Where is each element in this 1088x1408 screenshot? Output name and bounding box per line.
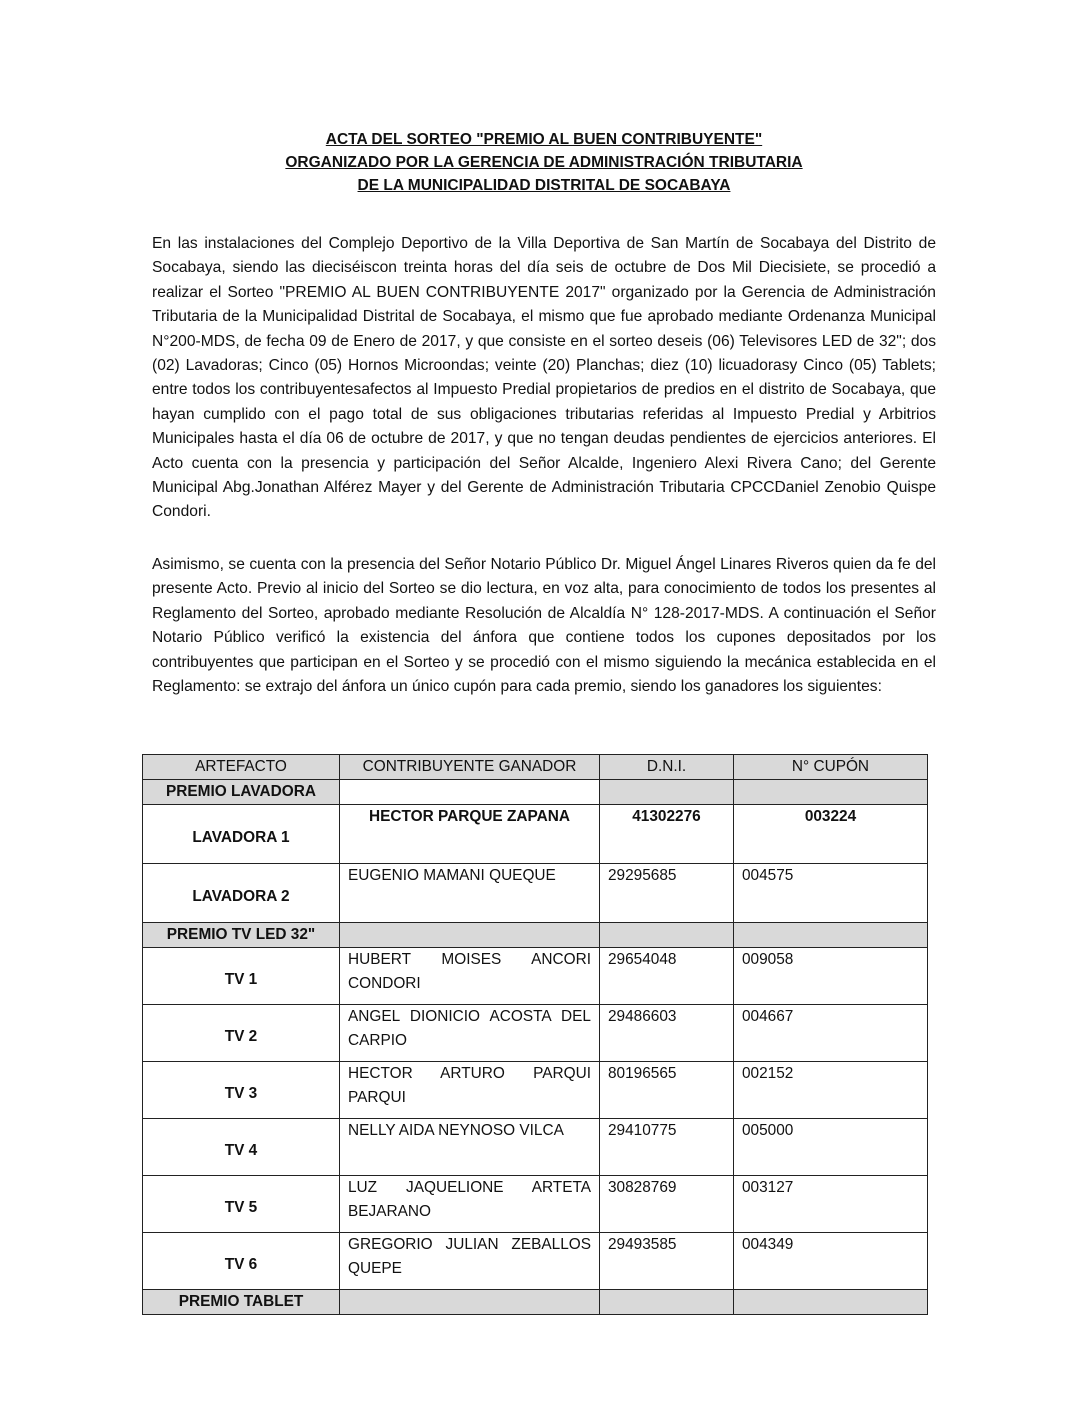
header-cupon: N° CUPÓN xyxy=(734,755,928,780)
table-row xyxy=(143,948,928,1005)
section-empty-cell xyxy=(340,923,600,948)
section-empty-cell xyxy=(734,923,928,948)
row-dni: 29654048 xyxy=(600,948,734,1005)
header-artefacto: ARTEFACTO xyxy=(143,755,340,780)
table-row xyxy=(143,864,928,923)
row-cupon: 002152 xyxy=(734,1062,928,1119)
row-item: TV 2 xyxy=(143,1005,340,1062)
paragraph-notary: Asimismo, se cuenta con la presencia del Señor Notario Público Dr. Miguel Ángel Linares Riveros quien da fe del presente Acto. Previo al inicio del Sorteo se dio lectura, en voz alta, para conocimiento de todos los presentes al Reglamento del Sorteo, aprobado mediante Resolución de Alcaldía N° 128-2017-MDS. A continuación el Señor Notario Público verificó la existencia del ánfora que contiene todos los cupones depositados por los contribuyentes que participan en el Sorteo y se procedió con el mismo siguiendo la mecánica establecida en el Reglamento: se extrajo del ánfora un único cupón para cada premio, siendo los ganadores los siguientes: xyxy=(152,556,936,696)
title-line-3: DE LA MUNICIPALIDAD DISTRITAL DE SOCABAYA xyxy=(357,177,731,194)
section-row-tv xyxy=(143,923,928,948)
table-row xyxy=(143,1176,928,1233)
row-dni: 41302276 xyxy=(600,805,734,864)
row-item: LAVADORA 2 xyxy=(143,864,340,923)
row-item: TV 4 xyxy=(143,1119,340,1176)
row-cupon: 004349 xyxy=(734,1233,928,1290)
section-empty-cell xyxy=(600,780,734,805)
row-cupon: 005000 xyxy=(734,1119,928,1176)
title-line-2: ORGANIZADO POR LA GERENCIA DE ADMINISTRACIÓN TRIBUTARIA xyxy=(285,154,803,171)
row-cupon: 003224 xyxy=(734,805,928,864)
row-dni: 30828769 xyxy=(600,1176,734,1233)
row-dni: 80196565 xyxy=(600,1062,734,1119)
row-cupon: 003127 xyxy=(734,1176,928,1233)
section-label-lavadora: PREMIO LAVADORA xyxy=(143,780,340,805)
section-label-tv: PREMIO TV LED 32" xyxy=(143,923,340,948)
header-dni: D.N.I. xyxy=(600,755,734,780)
row-dni: 29295685 xyxy=(600,864,734,923)
winners-table xyxy=(142,754,928,1315)
row-item: TV 3 xyxy=(143,1062,340,1119)
row-item: TV 1 xyxy=(143,948,340,1005)
paragraph-intro: En las instalaciones del Complejo Deportivo de la Villa Deportiva de San Martín de Socabaya del Distrito de Socabaya, siendo las dieciséiscon treinta horas del día seis de octubre de Dos Mil Diecisiete, se procedió a realizar el Sorteo "PREMIO AL BUEN CONTRIBUYENTE 2017" organizado por la Gerencia de Administración Tributaria de la Municipalidad Distrital de Socabaya, el mismo que fue aprobado mediante Ordenanza Municipal N°200-MDS, de fecha 09 de Enero de 2017, y que consiste en el sorteo deseis (06) Televisores LED de 32"; dos (02) Lavadoras; Cinco (05) Hornos Microondas; veinte (20) Planchas; diez (10) licuadorasy Cinco (05) Tablets; entre todos los contribuyentesafectos al Impuesto Predial propietarios de predios en el distrito de Socabaya, que hayan cumplido con el pago total de sus obligaciones tributarias referidas al Impuesto Predial y Arbitrios Municipales hasta el día 06 de octubre de 2017, y que no tengan deudas pendientes de ejercicios anteriores. El Acto cuenta con la presencia y participación del Señor Alcalde, Ingeniero Alexi Rivera Cano; del Gerente Municipal Abg.Jonathan Alférez Mayer y del Gerente de Administración Tributaria CPCCDaniel Zenobio Quispe Condori. xyxy=(152,235,936,521)
table-row xyxy=(143,805,928,864)
table-row xyxy=(143,1233,928,1290)
row-item: LAVADORA 1 xyxy=(143,805,340,864)
row-dni: 29493585 xyxy=(600,1233,734,1290)
section-empty-cell xyxy=(734,1290,928,1315)
table-header-row xyxy=(143,755,928,780)
title-line-1: ACTA DEL SORTEO "PREMIO AL BUEN CONTRIBUYENTE" xyxy=(325,131,763,148)
row-name: HECTOR PARQUE ZAPANA xyxy=(340,805,600,864)
row-dni: 29486603 xyxy=(600,1005,734,1062)
section-empty-cell xyxy=(340,780,600,805)
document-title xyxy=(140,128,948,197)
section-empty-cell xyxy=(600,1290,734,1315)
row-name: ANGEL DIONICIO ACOSTA DEL CARPIO xyxy=(340,1005,600,1062)
section-row-tablet xyxy=(143,1290,928,1315)
row-name: LUZ JAQUELIONE ARTETA BEJARANO xyxy=(340,1176,600,1233)
row-item: TV 5 xyxy=(143,1176,340,1233)
table-row xyxy=(143,1005,928,1062)
table-row xyxy=(143,1119,928,1176)
row-dni: 29410775 xyxy=(600,1119,734,1176)
row-cupon: 009058 xyxy=(734,948,928,1005)
section-label-tablet: PREMIO TABLET xyxy=(143,1290,340,1315)
row-name: HUBERT MOISES ANCORI CONDORI xyxy=(340,948,600,1005)
row-cupon: 004667 xyxy=(734,1005,928,1062)
header-contribuyente: CONTRIBUYENTE GANADOR xyxy=(340,755,600,780)
section-empty-cell xyxy=(340,1290,600,1315)
row-item: TV 6 xyxy=(143,1233,340,1290)
section-row-lavadora xyxy=(143,780,928,805)
row-cupon: 004575 xyxy=(734,864,928,923)
section-empty-cell xyxy=(600,923,734,948)
table-row xyxy=(143,1062,928,1119)
row-name: EUGENIO MAMANI QUEQUE xyxy=(340,864,600,923)
row-name: NELLY AIDA NEYNOSO VILCA xyxy=(340,1119,600,1176)
row-name: HECTOR ARTURO PARQUI PARQUI xyxy=(340,1062,600,1119)
section-empty-cell xyxy=(734,780,928,805)
row-name: GREGORIO JULIAN ZEBALLOS QUEPE xyxy=(340,1233,600,1290)
